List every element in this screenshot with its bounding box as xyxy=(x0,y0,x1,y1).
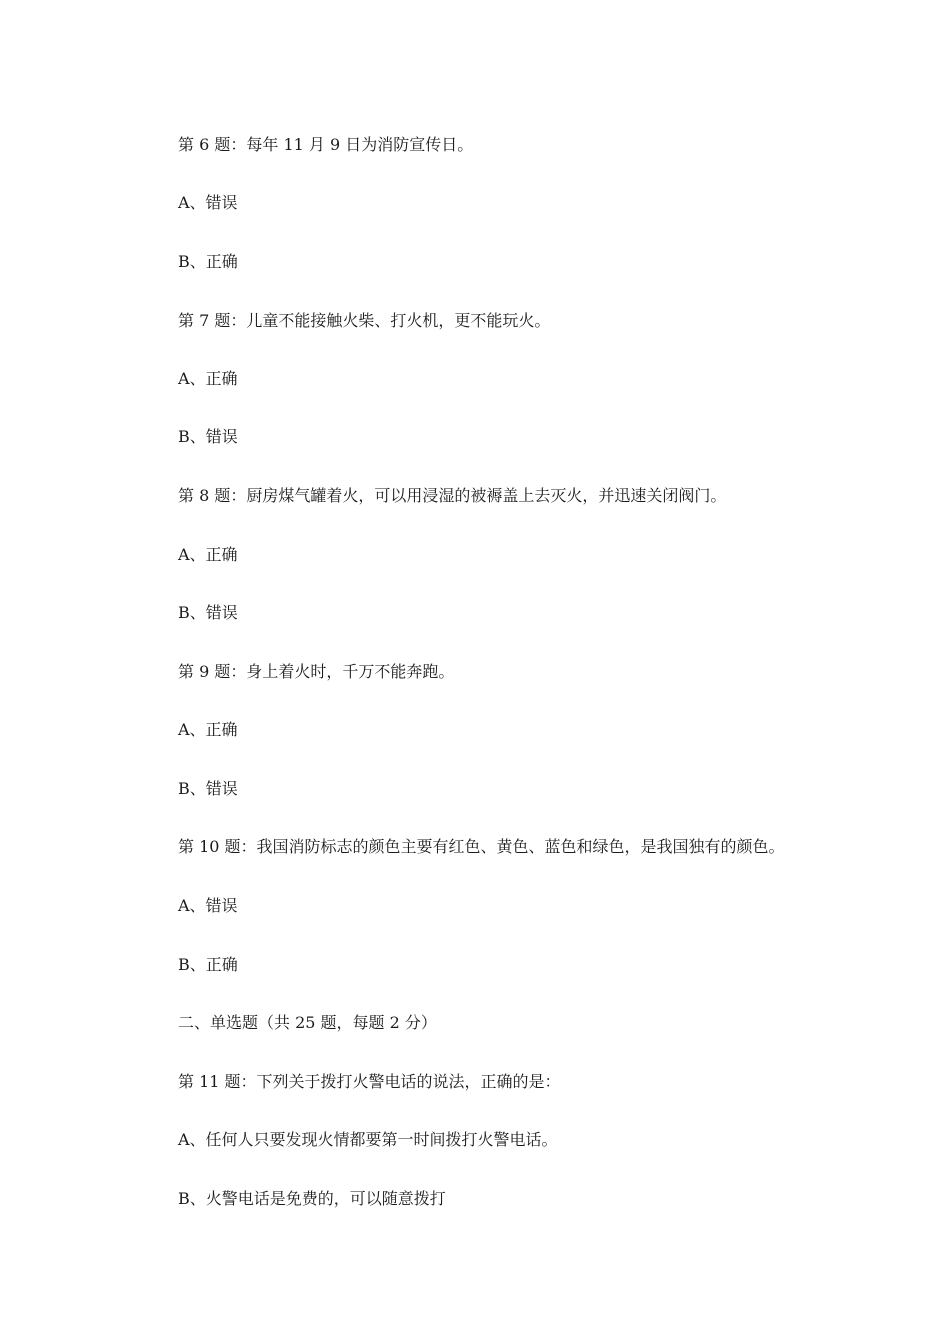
question-7-text: 第 7 题：儿童不能接触火柴、打火机，更不能玩火。 xyxy=(178,311,551,330)
question-7-option-a: A、正确 xyxy=(178,369,238,388)
question-8-option-b: B、错误 xyxy=(178,603,238,622)
question-10-option-a: A、错误 xyxy=(178,896,238,915)
question-6-option-a: A、错误 xyxy=(178,193,238,212)
question-9-option-a: A、正确 xyxy=(178,720,238,739)
question-9-text: 第 9 题：身上着火时，千万不能奔跑。 xyxy=(178,662,455,681)
question-10-option-b: B、正确 xyxy=(178,955,238,974)
section-heading: 二、单选题（共 25 题，每题 2 分） xyxy=(178,1013,437,1032)
question-11-text: 第 11 题：下列关于拨打火警电话的说法，正确的是： xyxy=(178,1072,561,1091)
question-8-option-a: A、正确 xyxy=(178,545,238,564)
question-11-option-b: B、火警电话是免费的，可以随意拨打 xyxy=(178,1189,446,1208)
question-10-text: 第 10 题：我国消防标志的颜色主要有红色、黄色、蓝色和绿色，是我国独有的颜色。 xyxy=(178,837,785,856)
question-6-text: 第 6 题：每年 11 月 9 日为消防宣传日。 xyxy=(178,135,474,154)
question-8-text: 第 8 题：厨房煤气罐着火，可以用浸湿的被褥盖上去灭火，并迅速关闭阀门。 xyxy=(178,486,727,505)
question-9-option-b: B、错误 xyxy=(178,779,238,798)
question-7-option-b: B、错误 xyxy=(178,427,238,446)
question-11-option-a: A、任何人只要发现火情都要第一时间拨打火警电话。 xyxy=(178,1130,558,1149)
question-6-option-b: B、正确 xyxy=(178,252,238,271)
